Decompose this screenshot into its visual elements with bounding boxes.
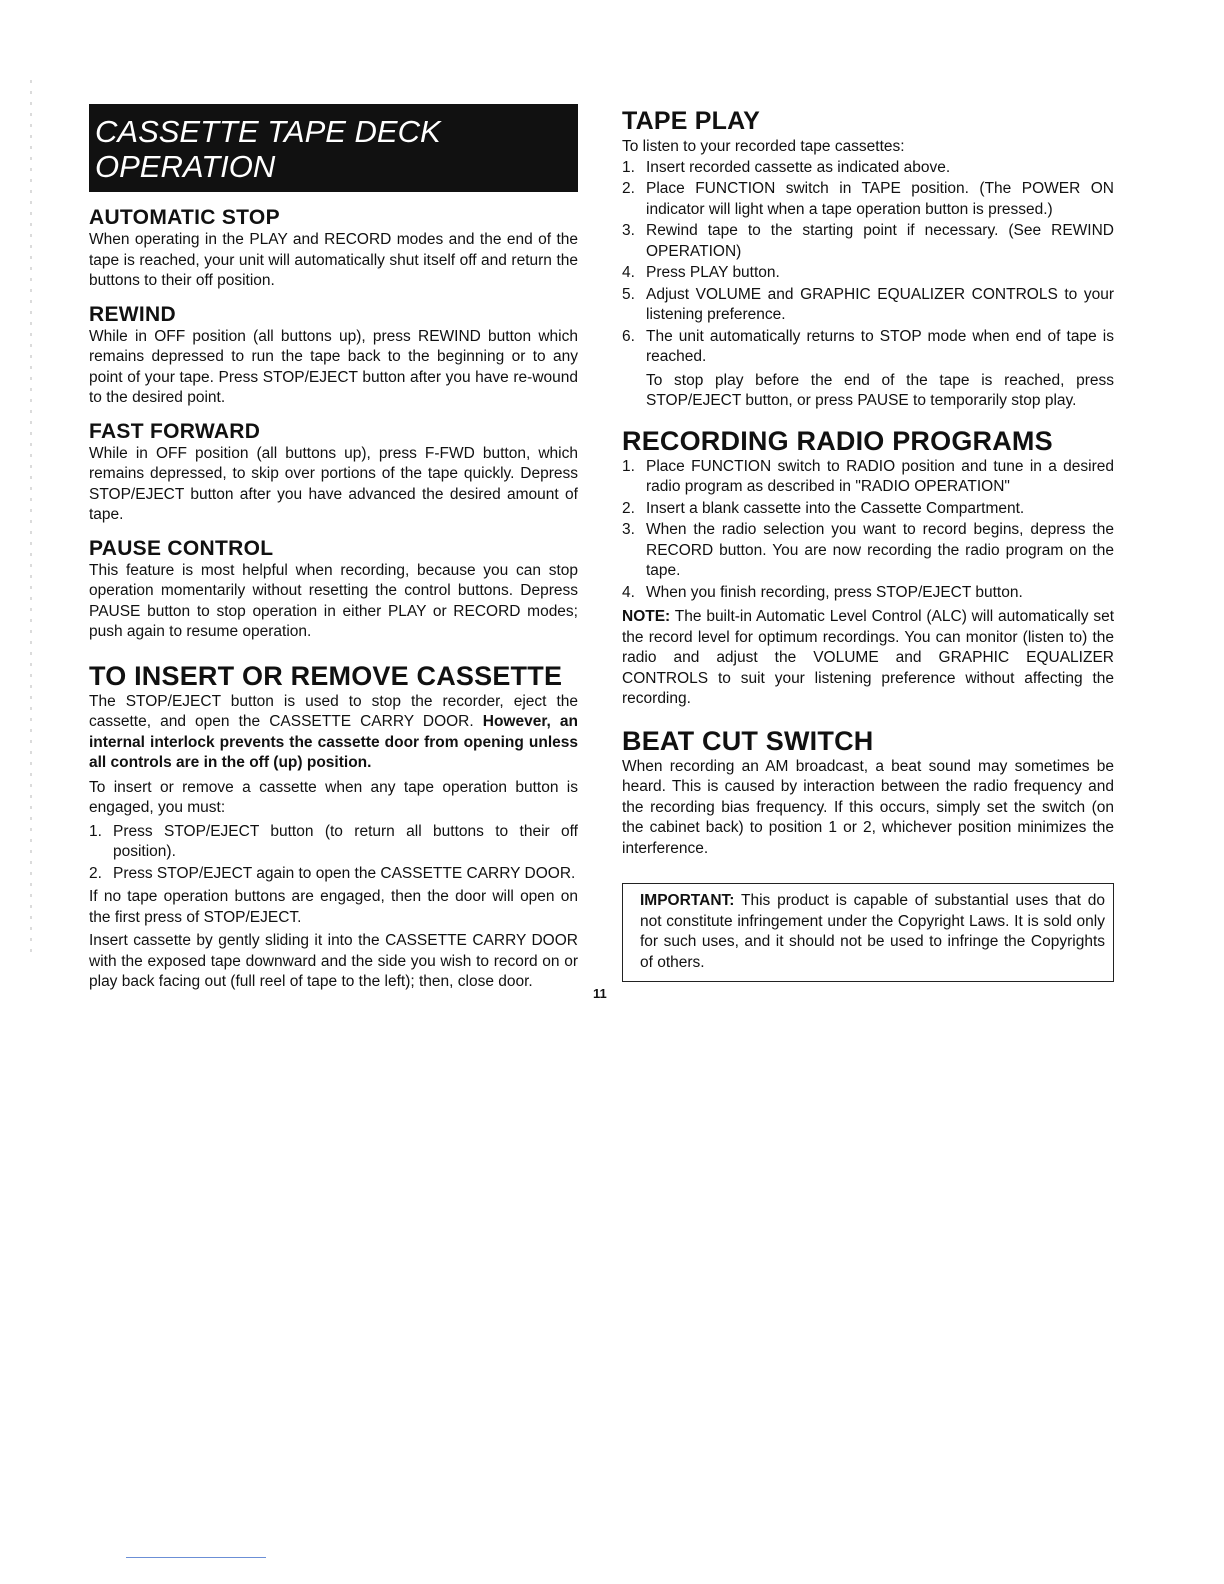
step-text: Place FUNCTION switch in TAPE position. (The POWER ON indicator will light when a tape operation button is pressed.) <box>646 180 1114 218</box>
important-label: IMPORTANT: <box>640 892 735 909</box>
step-number: 2. <box>622 499 635 517</box>
insert-remove-steps <box>89 822 578 885</box>
step-number: 4. <box>622 583 635 601</box>
tape-play-intro: To listen to your recorded tape cassettes: <box>622 138 905 155</box>
important-notice <box>640 891 1105 973</box>
list-item <box>622 179 1114 220</box>
right-column <box>622 106 1114 982</box>
step-text: Rewind tape to the starting point if necessary. (See REWIND OPERATION) <box>646 222 1114 260</box>
step-number: 3. <box>622 521 635 538</box>
automatic-stop-heading: AUTOMATIC STOP <box>89 206 280 229</box>
tape-play-heading: TAPE PLAY <box>622 107 760 135</box>
left-column <box>89 104 578 993</box>
step-text: When the radio selection you want to record begins, depress the RECORD button. You are now recording the radio program on the tape. <box>646 521 1114 579</box>
insert-remove-para-2: Insert cassette by gently sliding it into the CASSETTE CARRY DOOR with the exposed tape downward and the side you wish to record on or play back facing out (full reel of tape to the left); then, close door. <box>89 932 578 990</box>
banner-line-1: CASSETTE TAPE DECK <box>95 114 441 149</box>
step-number: 6. <box>622 327 635 345</box>
insert-remove-section <box>89 661 578 993</box>
note-label: NOTE: <box>622 608 671 625</box>
step-text: Press STOP/EJECT button (to return all buttons to their off position). <box>113 822 578 860</box>
rewind-heading: REWIND <box>89 302 176 326</box>
section-banner <box>89 104 578 192</box>
step-text: Press PLAY button. <box>646 264 780 281</box>
recording-radio-section <box>622 426 1114 710</box>
step-number: 2. <box>622 180 635 197</box>
tape-play-steps <box>622 158 1114 368</box>
page-number: 11 <box>593 986 607 1001</box>
recording-radio-steps <box>622 457 1114 604</box>
step-number: 2. <box>89 864 102 882</box>
pause-control-heading: PAUSE CONTROL <box>89 536 274 560</box>
pause-control-text: This feature is most helpful when recording, because you can stop operation momentarily without resetting the control buttons. Depress PAUSE button to stop operation in either PLAY or RECORD modes; push again to resume operation. <box>89 561 578 640</box>
step-number: 1. <box>89 822 102 840</box>
beat-cut-text: When recording an AM broadcast, a beat sound may sometimes be heard. This is caused by interaction between the radio frequency and the recording bias frequency. If this occurs, simply set the switch (on the cabinet back) to position 1 or 2, whichever position minimizes the interference. <box>622 757 1114 857</box>
tape-play-stop-note: To stop play before the end of the tape is reached, press STOP/EJECT button, or press PAUSE to temporarily stop play. <box>646 371 1114 409</box>
step-text: Press STOP/EJECT again to open the CASSETTE CARRY DOOR. <box>113 864 576 882</box>
important-notice-box <box>622 883 1114 982</box>
step-text: Place FUNCTION switch to RADIO position and tune in a desired radio program as described in "RADIO OPERATION" <box>646 457 1114 495</box>
step-number: 4. <box>622 264 635 281</box>
list-item <box>622 285 1114 326</box>
beat-cut-heading: BEAT CUT SWITCH <box>622 725 874 756</box>
automatic-stop-text: When operating in the PLAY and RECORD modes and the end of the tape is reached, your unit will automatically shut itself off and return the buttons to their off position. <box>89 231 578 289</box>
banner-line-2: OPERATION <box>95 149 276 184</box>
rewind-section <box>89 303 578 409</box>
step-number: 1. <box>622 158 635 176</box>
insert-remove-para-1: If no tape operation buttons are engaged, then the door will open on the first press of STOP/EJECT. <box>89 888 578 926</box>
list-item <box>89 822 578 863</box>
footer-rule <box>126 1557 266 1558</box>
list-item <box>622 520 1114 582</box>
insert-remove-intro-bold: However, an internal interlock prevents the cassette door from opening unless all controls are in the off (up) position. <box>89 713 578 771</box>
important-text: This product is capable of substantial uses that do not constitute infringement under the Copyright Laws. It is sold only for such uses, and it should not be used to infringe the Copyrights of others. <box>640 892 1105 971</box>
recording-radio-note <box>622 607 1114 710</box>
list-item <box>622 158 1114 179</box>
list-item <box>622 583 1114 604</box>
step-number: 1. <box>622 457 635 475</box>
step-text: Insert recorded cassette as indicated above. <box>646 158 951 176</box>
list-item <box>622 457 1114 498</box>
list-item <box>622 221 1114 262</box>
step-text: Adjust VOLUME and GRAPHIC EQUALIZER CONTROLS to your listening preference. <box>646 285 1114 323</box>
insert-remove-heading: TO INSERT OR REMOVE CASSETTE <box>89 660 563 691</box>
rewind-text: While in OFF position (all buttons up), press REWIND button which remains depressed to run the tape back to the beginning or to any point of your tape. Press STOP/EJECT button after you have re-wound to the desired point. <box>89 327 578 406</box>
insert-remove-intro <box>89 692 578 774</box>
fast-forward-text: While in OFF position (all buttons up), press F-FWD button, which remains depressed, to skip over portions of the tape quickly. Depress STOP/EJECT button after you have advanced the desired amount of tape. <box>89 444 578 523</box>
automatic-stop-section <box>89 206 578 292</box>
fast-forward-heading: FAST FORWARD <box>89 419 261 443</box>
beat-cut-section <box>622 726 1114 860</box>
list-item <box>622 263 1114 284</box>
step-text: The unit automatically returns to STOP mode when end of tape is reached. <box>646 327 1114 365</box>
list-item <box>622 499 1114 520</box>
pause-control-section <box>89 537 578 643</box>
step-number: 5. <box>622 285 635 303</box>
insert-remove-intro-text: The STOP/EJECT button is used to stop the recorder, eject the cassette, and open the CASSETTE CARRY DOOR. <box>89 692 578 730</box>
recording-radio-heading: RECORDING RADIO PROGRAMS <box>622 425 1053 456</box>
insert-remove-lead: To insert or remove a cassette when any tape operation button is engaged, you must: <box>89 778 578 816</box>
list-item <box>622 327 1114 368</box>
step-number: 3. <box>622 222 635 239</box>
list-item <box>89 864 578 885</box>
step-text: Insert a blank cassette into the Cassette Compartment. <box>646 499 1025 517</box>
tape-play-section <box>622 106 1114 412</box>
step-text: When you finish recording, press STOP/EJECT button. <box>646 583 1023 601</box>
fast-forward-section <box>89 420 578 526</box>
note-text: The built-in Automatic Level Control (ALC) will automatically set the record level for optimum recordings. You can monitor (listen to) the radio and adjust the VOLUME and GRAPHIC EQUALIZER CONTROLS to suit your listening preference without affecting the recording. <box>622 608 1114 707</box>
scan-edge-artifact <box>30 80 32 960</box>
